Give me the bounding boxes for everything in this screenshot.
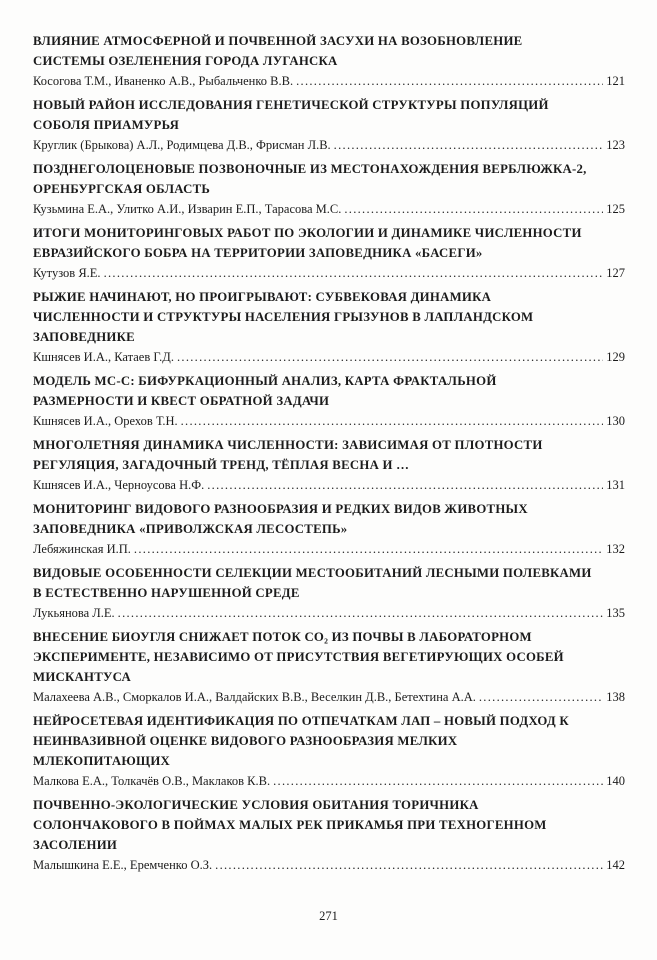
toc-entry-authors: Малкова Е.А., Толкачёв О.В., Маклаков К.В. [33, 774, 271, 788]
toc-entry-title-line: ЗАПОВЕДНИКА «ПРИВОЛЖСКАЯ ЛЕСОСТЕПЬ» [33, 522, 348, 536]
toc-entry [33, 95, 625, 155]
toc-entry-authors: Кшнясев И.А., Черноусова Н.Ф. [33, 478, 205, 492]
toc-entry-page-number: 142 [606, 858, 625, 872]
toc-entry-authors: Малышкина Е.Е., Еремченко О.З. [33, 858, 213, 872]
dot-leader [207, 475, 603, 495]
toc-entry-author-line [33, 263, 625, 283]
toc-entry-title-line: ЭКСПЕРИМЕНТЕ, НЕЗАВИСИМО ОТ ПРИСУТСТВИЯ ВЕГЕТИРУЮЩИХ ОСОБЕЙ [33, 650, 564, 664]
toc-entry-page-number: 131 [606, 478, 625, 492]
toc-entry-title-line: ВЛИЯНИЕ АТМОСФЕРНОЙ И ПОЧВЕННОЙ ЗАСУХИ НА ВОЗОБНОВЛЕНИЕ [33, 34, 523, 48]
toc-entry-title-line: НОВЫЙ РАЙОН ИССЛЕДОВАНИЯ ГЕНЕТИЧЕСКОЙ СТРУКТУРЫ ПОПУЛЯЦИЙ [33, 98, 549, 112]
toc-entry-title-line: МЛЕКОПИТАЮЩИХ [33, 754, 171, 768]
toc-entry-title-line: НЕЙРОСЕТЕВАЯ ИДЕНТИФИКАЦИЯ ПО ОТПЕЧАТКАМ ЛАП – НОВЫЙ ПОДХОД К [33, 714, 569, 728]
dot-leader [479, 687, 603, 707]
toc-entry [33, 371, 625, 431]
toc-entry [33, 711, 625, 791]
toc-entry-authors: Круглик (Брыкова) А.Л., Родимцева Д.В., Фрисман Л.В. [33, 138, 331, 152]
dot-leader [118, 603, 604, 623]
toc-entry-page-number: 135 [606, 606, 625, 620]
toc-entry [33, 31, 625, 91]
toc-entry-page-number: 132 [606, 542, 625, 556]
toc-entry [33, 795, 625, 875]
toc-entry-title-line: НЕИНВАЗИВНОЙ ОЦЕНКЕ ВИДОВОГО РАЗНООБРАЗИЯ МЕЛКИХ [33, 734, 458, 748]
toc-entry-title-line: ЗАСОЛЕНИИ [33, 838, 118, 852]
toc-entry-title [33, 223, 625, 263]
toc-entry-title-line: ЗАПОВЕДНИКЕ [33, 330, 135, 344]
toc-entry-title [33, 795, 625, 855]
toc-entry-title-line: МОДЕЛЬ МС-С: БИФУРКАЦИОННЫЙ АНАЛИЗ, КАРТА ФРАКТАЛЬНОЙ [33, 374, 497, 388]
toc-entry-title [33, 371, 625, 411]
toc-entry-page-number: 140 [606, 774, 625, 788]
toc-entry-authors: Лебяжинская И.П. [33, 542, 131, 556]
dot-leader [181, 411, 604, 431]
toc-entry-author-line [33, 855, 625, 875]
toc-entry [33, 563, 625, 623]
toc-entry [33, 435, 625, 495]
toc-entry-page-number: 127 [606, 266, 625, 280]
toc-entry-title-line: ПОЧВЕННО-ЭКОЛОГИЧЕСКИЕ УСЛОВИЯ ОБИТАНИЯ ТОРИЧНИКА [33, 798, 479, 812]
toc-entry-title-line: ЕВРАЗИЙСКОГО БОБРА НА ТЕРРИТОРИИ ЗАПОВЕДНИКА «БАСЕГИ» [33, 246, 483, 260]
toc-entry-title-line: В ЕСТЕСТВЕННО НАРУШЕННОЙ СРЕДЕ [33, 586, 300, 600]
toc-entry-title-line: МИСКАНТУСА [33, 670, 132, 684]
toc-entry-page-number: 138 [606, 690, 625, 704]
toc-entry-author-line [33, 135, 625, 155]
toc-entry-author-line [33, 687, 625, 707]
toc-entry-title [33, 711, 625, 771]
footer-page-number: 271 [319, 909, 338, 923]
toc-entry-authors: Кутузов Я.Е. [33, 266, 101, 280]
dot-leader [104, 263, 604, 283]
toc-entry-title-line: ОРЕНБУРГСКАЯ ОБЛАСТЬ [33, 182, 211, 196]
table-of-contents [33, 31, 625, 879]
dot-leader [334, 135, 604, 155]
toc-entry-title-line: СИСТЕМЫ ОЗЕЛЕНЕНИЯ ГОРОДА ЛУГАНСКА [33, 54, 338, 68]
toc-entry [33, 223, 625, 283]
toc-entry-title [33, 287, 625, 347]
toc-entry-title-line: РАЗМЕРНОСТИ И КВЕСТ ОБРАТНОЙ ЗАДАЧИ [33, 394, 330, 408]
toc-entry-title-line: ИТОГИ МОНИТОРИНГОВЫХ РАБОТ ПО ЭКОЛОГИИ И ДИНАМИКЕ ЧИСЛЕННОСТИ [33, 226, 582, 240]
toc-entry-author-line [33, 71, 625, 91]
toc-entry-title [33, 627, 625, 687]
toc-entry-title-line: СОЛОНЧАКОВОГО В ПОЙМАХ МАЛЫХ РЕК ПРИКАМЬЯ ПРИ ТЕХНОГЕННОМ [33, 818, 547, 832]
toc-entry-title-line: РЕГУЛЯЦИЯ, ЗАГАДОЧНЫЙ ТРЕНД, ТЁПЛАЯ ВЕСНА И … [33, 458, 410, 472]
toc-entry-author-line [33, 199, 625, 219]
toc-entry-title-line: СОБОЛЯ ПРИАМУРЬЯ [33, 118, 180, 132]
toc-entry-page-number: 121 [606, 74, 625, 88]
toc-entry [33, 627, 625, 707]
toc-entry-title-line: РЫЖИЕ НАЧИНАЮТ, НО ПРОИГРЫВАЮТ: СУБВЕКОВАЯ ДИНАМИКА [33, 290, 492, 304]
toc-entry [33, 499, 625, 559]
toc-entry-author-line [33, 539, 625, 559]
toc-entry-title [33, 499, 625, 539]
toc-entry-title [33, 95, 625, 135]
toc-entry-page-number: 123 [606, 138, 625, 152]
toc-entry-author-line [33, 411, 625, 431]
toc-entry-title-line: ПОЗДНЕГОЛОЦЕНОВЫЕ ПОЗВОНОЧНЫЕ ИЗ МЕСТОНАХОЖДЕНИЯ ВЕРБЛЮЖКА-2, [33, 162, 587, 176]
toc-entry-authors: Косогова Т.М., Иваненко А.В., Рыбальченко В.В. [33, 74, 294, 88]
toc-entry-authors: Кузьмина Е.А., Улитко А.И., Изварин Е.П., Тарасова М.С. [33, 202, 342, 216]
dot-leader [296, 71, 603, 91]
toc-entry-title [33, 435, 625, 475]
toc-entry-authors: Лукьянова Л.Е. [33, 606, 115, 620]
toc-entry [33, 287, 625, 367]
toc-entry-author-line [33, 347, 625, 367]
toc-entry-title [33, 159, 625, 199]
toc-entry-title-line: МОНИТОРИНГ ВИДОВОГО РАЗНООБРАЗИЯ И РЕДКИХ ВИДОВ ЖИВОТНЫХ [33, 502, 528, 516]
dot-leader [273, 771, 603, 791]
toc-entry-title-line: ВНЕСЕНИЕ БИОУГЛЯ СНИЖАЕТ ПОТОК СО₂ ИЗ ПОЧВЫ В ЛАБОРАТОРНОМ [33, 630, 532, 644]
toc-entry-page-number: 129 [606, 350, 625, 364]
toc-entry-author-line [33, 771, 625, 791]
dot-leader [344, 199, 603, 219]
toc-entry-authors: Кшнясев И.А., Орехов Т.Н. [33, 414, 178, 428]
toc-entry-title-line: ЧИСЛЕННОСТИ И СТРУКТУРЫ НАСЕЛЕНИЯ ГРЫЗУНОВ В ЛАПЛАНДСКОМ [33, 310, 534, 324]
page-footer [0, 906, 657, 926]
toc-entry-page-number: 130 [606, 414, 625, 428]
dot-leader [215, 855, 603, 875]
toc-entry-authors: Малахеева А.В., Сморкалов И.А., Валдайских В.В., Веселкин Д.В., Бетехтина А.А. [33, 690, 476, 704]
toc-entry-author-line [33, 603, 625, 623]
dot-leader [177, 347, 603, 367]
toc-entry-author-line [33, 475, 625, 495]
toc-entry-title [33, 563, 625, 603]
toc-entry-title-line: МНОГОЛЕТНЯЯ ДИНАМИКА ЧИСЛЕННОСТИ: ЗАВИСИМАЯ ОТ ПЛОТНОСТИ [33, 438, 543, 452]
toc-entry-title-line: ВИДОВЫЕ ОСОБЕННОСТИ СЕЛЕКЦИИ МЕСТООБИТАНИЙ ЛЕСНЫМИ ПОЛЕВКАМИ [33, 566, 592, 580]
toc-entry-page-number: 125 [606, 202, 625, 216]
toc-entry [33, 159, 625, 219]
toc-entry-authors: Кшнясев И.А., Катаев Г.Д. [33, 350, 174, 364]
dot-leader [134, 539, 603, 559]
toc-entry-title [33, 31, 625, 71]
